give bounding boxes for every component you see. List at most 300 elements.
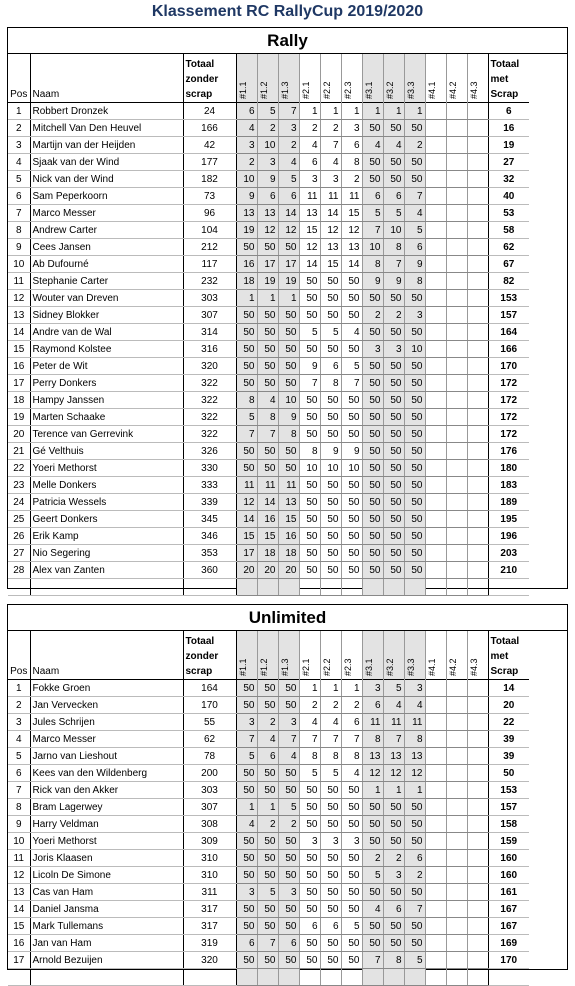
row-score: 50 bbox=[362, 171, 383, 188]
row-score: 13 bbox=[299, 205, 320, 222]
row-score: 50 bbox=[257, 358, 278, 375]
row-score: 18 bbox=[236, 273, 257, 290]
row-score: 50 bbox=[341, 816, 362, 833]
row-score: 50 bbox=[320, 409, 341, 426]
row-score: 8 bbox=[257, 409, 278, 426]
row-score bbox=[467, 765, 488, 782]
row-score: 50 bbox=[257, 307, 278, 324]
row-score bbox=[446, 969, 467, 986]
row-total: 78 bbox=[183, 748, 236, 765]
table-row bbox=[8, 918, 529, 935]
row-score: 2 bbox=[404, 137, 425, 154]
row-score: 7 bbox=[278, 103, 299, 120]
row-score bbox=[425, 918, 446, 935]
row-score: 50 bbox=[341, 562, 362, 579]
row-score: 1 bbox=[236, 799, 257, 816]
row-score: 7 bbox=[299, 375, 320, 392]
row-score bbox=[467, 833, 488, 850]
row-score: 5 bbox=[362, 205, 383, 222]
row-score bbox=[446, 511, 467, 528]
row-score bbox=[446, 358, 467, 375]
row-pos: 7 bbox=[8, 782, 30, 799]
row-pos: 2 bbox=[8, 120, 30, 137]
row-score: 3 bbox=[299, 833, 320, 850]
row-score bbox=[467, 171, 488, 188]
row-score: 50 bbox=[257, 867, 278, 884]
row-pos: 11 bbox=[8, 273, 30, 290]
row-score: 5 bbox=[320, 324, 341, 341]
row-score bbox=[425, 799, 446, 816]
row-pos: 9 bbox=[8, 816, 30, 833]
row-score: 4 bbox=[362, 901, 383, 918]
row-score: 18 bbox=[278, 545, 299, 562]
row-score bbox=[425, 714, 446, 731]
row-score bbox=[467, 222, 488, 239]
row-score: 5 bbox=[299, 765, 320, 782]
row-score: 6 bbox=[299, 154, 320, 171]
row-score: 50 bbox=[362, 528, 383, 545]
header-name: Naam bbox=[30, 54, 183, 103]
row-score bbox=[425, 731, 446, 748]
row-score: 50 bbox=[404, 477, 425, 494]
row-score: 50 bbox=[404, 545, 425, 562]
row-score: 2 bbox=[404, 867, 425, 884]
row-pos: 17 bbox=[8, 952, 30, 969]
row-score bbox=[446, 171, 467, 188]
row-score: 5 bbox=[257, 103, 278, 120]
row-score: 13 bbox=[341, 239, 362, 256]
row-pos: 7 bbox=[8, 205, 30, 222]
row-total: 346 bbox=[183, 528, 236, 545]
row-score: 14 bbox=[236, 511, 257, 528]
empty-row bbox=[8, 969, 529, 986]
row-score: 50 bbox=[236, 850, 257, 867]
row-score: 50 bbox=[236, 239, 257, 256]
row-score bbox=[425, 103, 446, 120]
row-total: 170 bbox=[183, 697, 236, 714]
row-score: 5 bbox=[341, 358, 362, 375]
row-score bbox=[425, 884, 446, 901]
row-score: 50 bbox=[257, 918, 278, 935]
row-score: 50 bbox=[383, 816, 404, 833]
row-final: 14 bbox=[488, 680, 529, 697]
row-score: 16 bbox=[257, 511, 278, 528]
row-final: 58 bbox=[488, 222, 529, 239]
row-name: Andrew Carter bbox=[30, 222, 183, 239]
row-score bbox=[467, 494, 488, 511]
row-score: 50 bbox=[299, 952, 320, 969]
row-final: 160 bbox=[488, 850, 529, 867]
empty-row bbox=[8, 579, 529, 596]
row-score bbox=[362, 579, 383, 596]
row-score: 8 bbox=[341, 154, 362, 171]
row-score: 3 bbox=[341, 120, 362, 137]
row-score: 5 bbox=[404, 952, 425, 969]
row-final: 172 bbox=[488, 375, 529, 392]
row-total: 212 bbox=[183, 239, 236, 256]
row-score: 50 bbox=[383, 545, 404, 562]
row-score: 12 bbox=[257, 222, 278, 239]
row-final: 172 bbox=[488, 426, 529, 443]
row-score: 50 bbox=[341, 494, 362, 511]
row-score: 50 bbox=[341, 782, 362, 799]
table-row bbox=[8, 528, 529, 545]
row-pos: 21 bbox=[8, 443, 30, 460]
round-label: #2.3 bbox=[342, 81, 353, 99]
table-row bbox=[8, 545, 529, 562]
row-score: 50 bbox=[236, 375, 257, 392]
row-score bbox=[446, 697, 467, 714]
row-score bbox=[446, 748, 467, 765]
row-name: Ab Dufourné bbox=[30, 256, 183, 273]
row-score: 50 bbox=[341, 935, 362, 952]
row-final: 210 bbox=[488, 562, 529, 579]
row-score: 3 bbox=[278, 714, 299, 731]
row-score: 50 bbox=[383, 443, 404, 460]
header-final: Totaal met Scrap bbox=[490, 636, 520, 677]
row-score: 4 bbox=[341, 324, 362, 341]
row-score bbox=[278, 969, 299, 986]
row-final: 161 bbox=[488, 884, 529, 901]
row-total: 339 bbox=[183, 494, 236, 511]
row-score: 2 bbox=[341, 171, 362, 188]
row-score: 5 bbox=[278, 171, 299, 188]
row-score: 50 bbox=[404, 528, 425, 545]
row-score: 14 bbox=[278, 205, 299, 222]
row-score: 3 bbox=[383, 867, 404, 884]
header-round bbox=[236, 631, 257, 680]
row-name: Jan van Ham bbox=[30, 935, 183, 952]
row-score: 6 bbox=[299, 918, 320, 935]
row-score: 4 bbox=[236, 816, 257, 833]
row-score bbox=[446, 426, 467, 443]
row-score bbox=[425, 273, 446, 290]
row-score: 4 bbox=[320, 714, 341, 731]
unlimited-section bbox=[7, 604, 568, 970]
row-pos: 11 bbox=[8, 850, 30, 867]
row-score: 50 bbox=[362, 816, 383, 833]
row-score: 11 bbox=[404, 714, 425, 731]
row-score bbox=[446, 528, 467, 545]
row-score bbox=[467, 460, 488, 477]
row-score bbox=[257, 579, 278, 596]
row-score: 4 bbox=[404, 697, 425, 714]
row-score: 50 bbox=[383, 477, 404, 494]
row-score bbox=[446, 188, 467, 205]
row-score bbox=[425, 358, 446, 375]
header-round bbox=[236, 54, 257, 103]
row-score bbox=[467, 426, 488, 443]
row-score bbox=[467, 358, 488, 375]
row-final: 172 bbox=[488, 392, 529, 409]
row-score: 7 bbox=[341, 731, 362, 748]
row-score: 50 bbox=[341, 850, 362, 867]
row-score: 12 bbox=[236, 494, 257, 511]
row-total: 345 bbox=[183, 511, 236, 528]
row-final: 39 bbox=[488, 731, 529, 748]
row-score bbox=[425, 782, 446, 799]
row-score: 1 bbox=[236, 290, 257, 307]
row-score bbox=[425, 833, 446, 850]
row-score bbox=[425, 443, 446, 460]
table-row bbox=[8, 833, 529, 850]
table-row bbox=[8, 239, 529, 256]
row-score: 50 bbox=[320, 273, 341, 290]
round-label: #4.3 bbox=[468, 658, 479, 676]
header-round bbox=[404, 54, 425, 103]
row-score: 50 bbox=[320, 290, 341, 307]
row-score: 50 bbox=[236, 782, 257, 799]
row-score: 50 bbox=[383, 494, 404, 511]
row-score bbox=[425, 477, 446, 494]
row-name: Hampy Janssen bbox=[30, 392, 183, 409]
row-name: Cees Jansen bbox=[30, 239, 183, 256]
row-name: Raymond Kolstee bbox=[30, 341, 183, 358]
row-score bbox=[467, 867, 488, 884]
row-score bbox=[425, 748, 446, 765]
row-total: 311 bbox=[183, 884, 236, 901]
row-score bbox=[404, 969, 425, 986]
row-score: 8 bbox=[383, 952, 404, 969]
row-score: 2 bbox=[257, 816, 278, 833]
row-score: 15 bbox=[257, 528, 278, 545]
row-score: 4 bbox=[299, 137, 320, 154]
row-score: 3 bbox=[404, 307, 425, 324]
row-score: 3 bbox=[278, 884, 299, 901]
row-score: 11 bbox=[278, 477, 299, 494]
row-score: 4 bbox=[404, 205, 425, 222]
row-score: 50 bbox=[383, 528, 404, 545]
row-score bbox=[425, 426, 446, 443]
row-score bbox=[467, 545, 488, 562]
row-total: 303 bbox=[183, 782, 236, 799]
row-final: 82 bbox=[488, 273, 529, 290]
row-score: 3 bbox=[236, 714, 257, 731]
row-score: 8 bbox=[362, 731, 383, 748]
row-score: 8 bbox=[236, 392, 257, 409]
row-score: 50 bbox=[278, 782, 299, 799]
row-score bbox=[425, 680, 446, 697]
row-score: 8 bbox=[320, 748, 341, 765]
table-row bbox=[8, 290, 529, 307]
row-pos: 15 bbox=[8, 918, 30, 935]
row-score: 20 bbox=[278, 562, 299, 579]
row-score bbox=[425, 579, 446, 596]
row-pos: 2 bbox=[8, 697, 30, 714]
row-score: 2 bbox=[383, 307, 404, 324]
row-score: 50 bbox=[236, 341, 257, 358]
row-score: 50 bbox=[320, 562, 341, 579]
row-score: 7 bbox=[236, 731, 257, 748]
row-name: Andre van de Wal bbox=[30, 324, 183, 341]
row-final: 27 bbox=[488, 154, 529, 171]
row-score: 6 bbox=[257, 188, 278, 205]
row-score: 50 bbox=[362, 918, 383, 935]
row-score: 16 bbox=[236, 256, 257, 273]
row-score: 50 bbox=[404, 494, 425, 511]
row-score: 50 bbox=[299, 290, 320, 307]
row-score: 50 bbox=[362, 392, 383, 409]
table-row bbox=[8, 494, 529, 511]
row-score bbox=[425, 460, 446, 477]
row-score: 10 bbox=[404, 341, 425, 358]
row-final: 167 bbox=[488, 918, 529, 935]
row-score: 11 bbox=[341, 188, 362, 205]
row-score: 50 bbox=[236, 765, 257, 782]
row-score: 50 bbox=[278, 443, 299, 460]
round-label: #1.3 bbox=[279, 658, 290, 676]
row-pos: 10 bbox=[8, 833, 30, 850]
round-label: #3.2 bbox=[384, 81, 395, 99]
row-score: 50 bbox=[299, 884, 320, 901]
row-score: 50 bbox=[299, 545, 320, 562]
row-score: 50 bbox=[383, 511, 404, 528]
row-pos: 9 bbox=[8, 239, 30, 256]
row-score: 9 bbox=[383, 273, 404, 290]
row-score: 50 bbox=[299, 935, 320, 952]
row-score bbox=[467, 324, 488, 341]
row-score bbox=[446, 137, 467, 154]
row-score: 6 bbox=[278, 188, 299, 205]
round-label: #4.3 bbox=[468, 81, 479, 99]
round-label: #3.3 bbox=[405, 81, 416, 99]
row-pos: 14 bbox=[8, 324, 30, 341]
row-score: 50 bbox=[383, 562, 404, 579]
row-pos: 15 bbox=[8, 341, 30, 358]
row-score bbox=[425, 375, 446, 392]
row-score: 50 bbox=[257, 782, 278, 799]
row-score: 2 bbox=[320, 697, 341, 714]
row-final: 159 bbox=[488, 833, 529, 850]
row-score: 14 bbox=[299, 256, 320, 273]
row-score bbox=[446, 935, 467, 952]
row-score bbox=[425, 256, 446, 273]
row-score bbox=[236, 579, 257, 596]
table-row bbox=[8, 273, 529, 290]
row-pos: 3 bbox=[8, 137, 30, 154]
row-score: 50 bbox=[404, 426, 425, 443]
row-score: 10 bbox=[341, 460, 362, 477]
row-name: Gé Velthuis bbox=[30, 443, 183, 460]
row-score: 8 bbox=[320, 375, 341, 392]
row-score: 50 bbox=[404, 799, 425, 816]
row-score bbox=[446, 494, 467, 511]
row-score: 50 bbox=[278, 833, 299, 850]
row-score: 50 bbox=[299, 273, 320, 290]
row-score: 5 bbox=[404, 222, 425, 239]
round-label: #1.1 bbox=[237, 658, 248, 676]
row-score bbox=[425, 290, 446, 307]
row-score: 13 bbox=[383, 748, 404, 765]
row-score: 2 bbox=[362, 850, 383, 867]
row-total: 164 bbox=[183, 680, 236, 697]
row-score: 8 bbox=[299, 443, 320, 460]
row-total: 42 bbox=[183, 137, 236, 154]
row-name: Perry Donkers bbox=[30, 375, 183, 392]
row-score: 50 bbox=[236, 952, 257, 969]
row-score bbox=[467, 731, 488, 748]
row-score: 6 bbox=[383, 901, 404, 918]
row-score: 50 bbox=[341, 952, 362, 969]
row-score: 50 bbox=[404, 171, 425, 188]
header-round bbox=[278, 631, 299, 680]
row-score bbox=[320, 969, 341, 986]
header-round bbox=[446, 631, 467, 680]
row-total: 73 bbox=[183, 188, 236, 205]
row-score: 50 bbox=[278, 239, 299, 256]
row-name: Robbert Dronzek bbox=[30, 103, 183, 120]
row-score: 50 bbox=[236, 697, 257, 714]
table-row bbox=[8, 358, 529, 375]
row-score bbox=[467, 680, 488, 697]
row-score bbox=[467, 477, 488, 494]
row-score bbox=[446, 443, 467, 460]
row-name: Melle Donkers bbox=[30, 477, 183, 494]
row-score: 50 bbox=[299, 307, 320, 324]
row-score bbox=[446, 375, 467, 392]
row-name bbox=[30, 969, 183, 986]
row-score: 50 bbox=[320, 341, 341, 358]
row-pos: 12 bbox=[8, 867, 30, 884]
row-score: 6 bbox=[362, 188, 383, 205]
row-score: 50 bbox=[383, 426, 404, 443]
row-score bbox=[362, 969, 383, 986]
row-score: 50 bbox=[299, 426, 320, 443]
header-round bbox=[299, 54, 320, 103]
row-score: 10 bbox=[362, 239, 383, 256]
row-score: 7 bbox=[278, 731, 299, 748]
row-score: 50 bbox=[320, 392, 341, 409]
row-score: 50 bbox=[236, 901, 257, 918]
row-score: 50 bbox=[404, 375, 425, 392]
row-score: 50 bbox=[341, 545, 362, 562]
row-score: 50 bbox=[404, 460, 425, 477]
row-score: 4 bbox=[320, 154, 341, 171]
row-total: 307 bbox=[183, 799, 236, 816]
row-score: 50 bbox=[383, 358, 404, 375]
row-score: 50 bbox=[236, 324, 257, 341]
row-name: Yoeri Methorst bbox=[30, 460, 183, 477]
row-score: 50 bbox=[341, 511, 362, 528]
row-score: 50 bbox=[236, 358, 257, 375]
row-final: 6 bbox=[488, 103, 529, 120]
row-total: 320 bbox=[183, 952, 236, 969]
row-score: 50 bbox=[404, 358, 425, 375]
row-score bbox=[425, 952, 446, 969]
row-score: 50 bbox=[404, 833, 425, 850]
row-score: 4 bbox=[257, 731, 278, 748]
row-score: 50 bbox=[320, 782, 341, 799]
row-score: 1 bbox=[341, 680, 362, 697]
row-score: 20 bbox=[257, 562, 278, 579]
page-title: Klassement RC RallyCup 2019/2020 bbox=[151, 3, 424, 20]
row-score: 50 bbox=[404, 884, 425, 901]
row-score: 1 bbox=[404, 103, 425, 120]
row-score: 50 bbox=[236, 460, 257, 477]
row-score: 20 bbox=[236, 562, 257, 579]
table-row bbox=[8, 748, 529, 765]
row-score: 50 bbox=[257, 324, 278, 341]
header-total: Totaal zonder scrap bbox=[183, 631, 236, 680]
row-score: 50 bbox=[383, 290, 404, 307]
row-score: 50 bbox=[383, 884, 404, 901]
row-name: Harry Veldman bbox=[30, 816, 183, 833]
row-score: 50 bbox=[341, 528, 362, 545]
row-pos: 26 bbox=[8, 528, 30, 545]
row-pos: 14 bbox=[8, 901, 30, 918]
row-score: 50 bbox=[404, 918, 425, 935]
row-score bbox=[446, 307, 467, 324]
